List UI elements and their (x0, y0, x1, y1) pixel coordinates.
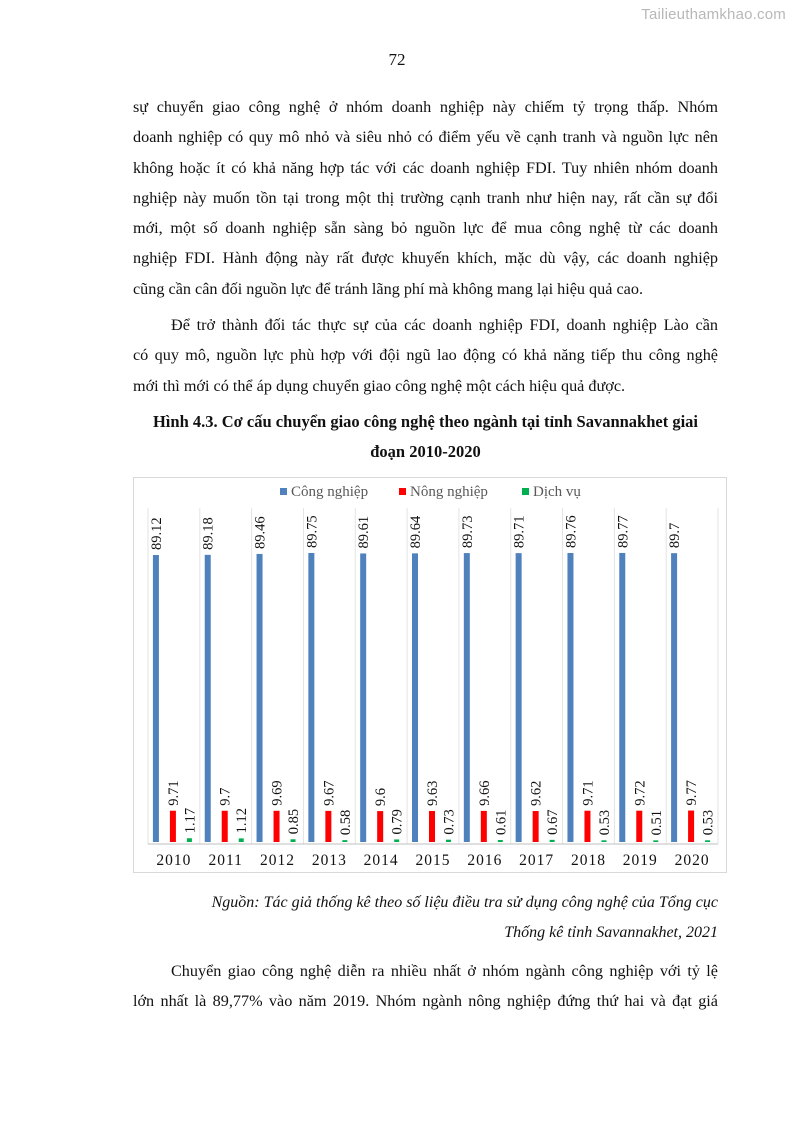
data-label: 89.64 (408, 515, 424, 549)
data-label: 89.77 (615, 515, 632, 548)
bar (619, 553, 625, 842)
legend-swatch (522, 488, 529, 495)
data-label: 89.7 (667, 522, 684, 549)
data-label: 89.75 (304, 515, 321, 549)
bar (516, 553, 522, 842)
bar (274, 811, 280, 842)
text-line: mới, một số doanh nghiệp sẵn sàng bỏ nguồn lực để mua công nghệ từ các doanh (133, 219, 718, 238)
chart-frame (133, 477, 727, 873)
text-line: mới thì mới có thể áp dụng chuyển giao công nghệ một cách hiệu quả được. (133, 376, 626, 395)
bar (498, 840, 503, 842)
text-line: có quy mô, nguồn lực phù hợp với đội ngũ lao động có khả năng tiếp thu công nghệ (133, 346, 718, 365)
data-label: 0.51 (648, 809, 665, 836)
figure-title-line: đoạn 2010-2020 (370, 442, 481, 461)
x-tick-label: 2016 (467, 852, 503, 869)
x-tick-label: 2017 (519, 852, 555, 869)
data-label: 89.71 (511, 515, 528, 549)
data-label: 9.67 (321, 780, 338, 806)
paragraph-2 (133, 310, 718, 401)
bar (377, 811, 383, 842)
x-tick-label: 2019 (622, 852, 658, 869)
text-line: Để trở thành đối tác thực sự của các doanh nghiệp FDI, doanh nghiệp Lào cần (171, 316, 718, 334)
bar (325, 811, 331, 842)
data-label: 1.12 (234, 808, 251, 834)
figure-source (133, 888, 718, 948)
watermark: Tailieuthamkhao.com (641, 6, 786, 23)
bar (291, 839, 296, 842)
data-label: 0.58 (337, 809, 354, 836)
x-tick-label: 2018 (570, 852, 606, 869)
x-tick-label: 2020 (674, 852, 710, 869)
bar (550, 840, 555, 842)
data-label: 0.85 (286, 808, 303, 835)
bar (170, 811, 176, 842)
legend-label: Công nghiệp (291, 484, 369, 500)
legend-swatch (280, 488, 287, 495)
text-line: Chuyển giao công nghệ diễn ra nhiều nhất ở nhóm ngành công nghiệp với tỷ lệ (171, 962, 718, 980)
data-label: 9.71 (165, 780, 182, 806)
bar (601, 840, 606, 842)
x-tick-label: 2011 (208, 852, 243, 869)
data-label: 9.62 (528, 780, 545, 807)
bar (394, 839, 399, 842)
legend-label: Dịch vụ (533, 484, 581, 500)
bar (705, 840, 710, 842)
bar (636, 811, 642, 842)
data-label: 9.66 (476, 780, 493, 806)
bar (308, 553, 314, 842)
bar (342, 840, 347, 842)
text-line: không hoặc ít có khả năng hợp tác với các doanh nghiệp FDI. Tuy nhiên nhóm doanh (133, 158, 718, 177)
data-label: 0.67 (545, 809, 562, 835)
text-line: nghiệp này muốn tồn tại trong một thị trường cạnh tranh như hiện nay, rất cần sự đổi (133, 188, 718, 207)
data-label: 0.53 (596, 809, 613, 836)
bar (584, 811, 590, 842)
data-label: 9.71 (580, 780, 597, 806)
data-label: 9.6 (373, 787, 390, 807)
x-tick-label: 2010 (156, 852, 192, 869)
x-tick-label: 2015 (415, 852, 451, 869)
data-label: 9.77 (684, 780, 701, 806)
x-tick-label: 2012 (260, 852, 296, 869)
text-line: doanh nghiệp có quy mô nhỏ và siêu nhỏ có điểm yếu về cạnh tranh và nguồn lực nên (133, 128, 718, 147)
x-tick-label: 2014 (363, 852, 399, 869)
text-line: sự chuyển giao công nghệ ở nhóm doanh nghiệp này chiếm tỷ trọng thấp. Nhóm (133, 98, 718, 116)
data-label: 9.7 (217, 787, 234, 806)
data-label: 0.53 (700, 809, 717, 836)
data-label: 89.76 (563, 515, 580, 548)
data-label: 89.73 (459, 515, 476, 549)
bar (481, 811, 487, 842)
bar (653, 840, 658, 842)
x-tick-label: 2013 (311, 852, 347, 869)
source-line: Thống kê tỉnh Savannakhet, 2021 (504, 924, 718, 941)
data-label: 9.72 (632, 780, 649, 806)
data-label: 9.63 (425, 780, 441, 806)
paragraph-3 (133, 956, 718, 1017)
data-label: 1.17 (182, 807, 199, 834)
text-line: cũng cần cân đối nguồn lực để tránh lãng phí mà không mang lại hiệu quả cao. (133, 279, 643, 298)
text-line: nghiệp FDI. Hành động này rất được khuyến khích, mặc dù vậy, các doanh nghiệp (133, 249, 718, 268)
data-label: 0.61 (493, 809, 510, 836)
bar (239, 838, 244, 842)
text-line: lớn nhất là 89,77% vào năm 2019. Nhóm ngành nông nghiệp đứng thứ hai và đạt giá (133, 992, 718, 1011)
bar (688, 811, 694, 842)
paragraph-1 (133, 92, 718, 304)
data-label: 0.79 (389, 809, 406, 835)
data-label: 89.61 (356, 515, 373, 549)
bar (360, 553, 366, 842)
bar (533, 811, 539, 842)
bar (567, 553, 573, 842)
legend-label: Nông nghiệp (410, 484, 488, 500)
source-line: Nguồn: Tác giả thống kê theo số liệu điều tra sử dụng công nghệ của Tổng cục (211, 894, 718, 911)
page-number: 72 (388, 50, 406, 69)
bar (222, 811, 228, 842)
bar (429, 811, 435, 842)
bar (446, 840, 451, 842)
bar (671, 553, 677, 842)
figure-title (133, 407, 718, 467)
bar (257, 554, 263, 842)
data-label: 89.46 (252, 516, 269, 549)
bar (412, 553, 418, 842)
legend-swatch (399, 488, 406, 495)
bar (464, 553, 470, 842)
data-label: 89.18 (200, 517, 217, 550)
data-label: 0.73 (441, 809, 458, 835)
bar-chart (134, 478, 726, 872)
data-label: 9.69 (269, 780, 286, 806)
bar (205, 555, 211, 842)
data-label: 89.12 (148, 517, 165, 551)
bar (153, 555, 159, 842)
figure-title-line: Hình 4.3. Cơ cấu chuyển giao công nghệ theo ngành tại tỉnh Savannakhet giai (152, 412, 699, 431)
bar (187, 838, 192, 842)
